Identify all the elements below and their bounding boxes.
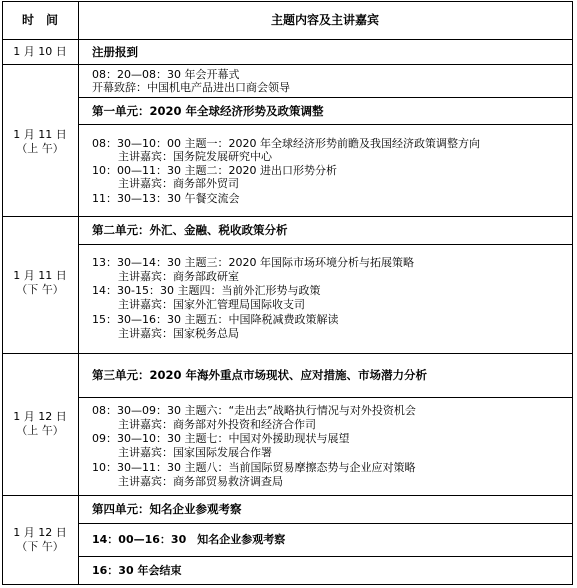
speaker-item: 主讲嘉宾：商务部政研室 — [118, 270, 239, 283]
date-jan12-pm: 1 月 12 日 （下 午） — [13, 526, 67, 553]
header-topic: 主题内容及主讲嘉宾 — [270, 13, 379, 27]
speaker-item: 主讲嘉宾：国家外汇管理局国际收支司 — [118, 298, 305, 311]
session-item: 15：30—16：30 主题五：中国降税减费政策解读 — [92, 313, 339, 326]
lunch-item: 11：30—13：30 午餐交流会 — [92, 192, 240, 205]
session-item: 10：00—11：30 主题二：2020 进出口形势分析 — [92, 164, 337, 177]
session-item: 08：30—10：00 主题一：2020 年全球经济形势前瞻及我国经济政策调整方向 — [92, 137, 480, 150]
unit-2-title: 第二单元：外汇、金融、税收政策分析 — [92, 223, 288, 237]
session-item: 09：30—10：30 主题七：中国对外援助现状与展望 — [92, 432, 350, 445]
speaker-item: 主讲嘉宾：国务院发展研究中心 — [118, 150, 272, 163]
registration-label: 注册报到 — [92, 45, 138, 59]
date-jan12-am: 1 月 12 日 （上 午） — [13, 410, 67, 437]
unit-3-title: 第三单元：2020 年海外重点市场现状、应对措施、市场潜力分析 — [92, 368, 428, 382]
session-item: 14：30-15：30 主题四：当前外汇形势与政策 — [92, 284, 321, 297]
date-jan11-pm: 1 月 11 日 （下 午） — [13, 269, 67, 296]
opening-speech: 开幕致辞：中国机电产品进出口商会领导 — [92, 81, 290, 94]
date-jan10: 1 月 10 日 — [13, 45, 67, 58]
visit-item: 14：00—16：30 知名企业参观考察 — [92, 533, 286, 546]
session-item: 08：30—09：30 主题六：“走出去”战略执行情况与对外投资机会 — [92, 404, 416, 417]
opening-time: 08：20—08：30 年会开幕式 — [92, 68, 240, 81]
speaker-item: 主讲嘉宾：国家税务总局 — [118, 327, 239, 340]
speaker-item: 主讲嘉宾：商务部贸易救济调查局 — [118, 475, 283, 488]
unit-4-title: 第四单元：知名企业参观考察 — [92, 502, 242, 516]
agenda-table — [2, 1, 573, 585]
session-item: 10：30—11：30 主题八：当前国际贸易摩擦态势与企业应对策略 — [92, 461, 416, 474]
session-item: 13：30—14：30 主题三：2020 年国际市场环境分析与拓展策略 — [92, 256, 414, 269]
unit-1-title: 第一单元：2020 年全球经济形势及政策调整 — [92, 104, 324, 118]
speaker-item: 主讲嘉宾：国家国际发展合作署 — [118, 446, 272, 459]
header-time: 时 间 — [21, 13, 58, 27]
speaker-item: 主讲嘉宾：商务部对外投资和经济合作司 — [118, 418, 316, 431]
speaker-item: 主讲嘉宾：商务部外贸司 — [118, 177, 239, 190]
date-jan11-am: 1 月 11 日 （上 午） — [13, 128, 67, 155]
closing-item: 16：30 年会结束 — [92, 564, 182, 577]
